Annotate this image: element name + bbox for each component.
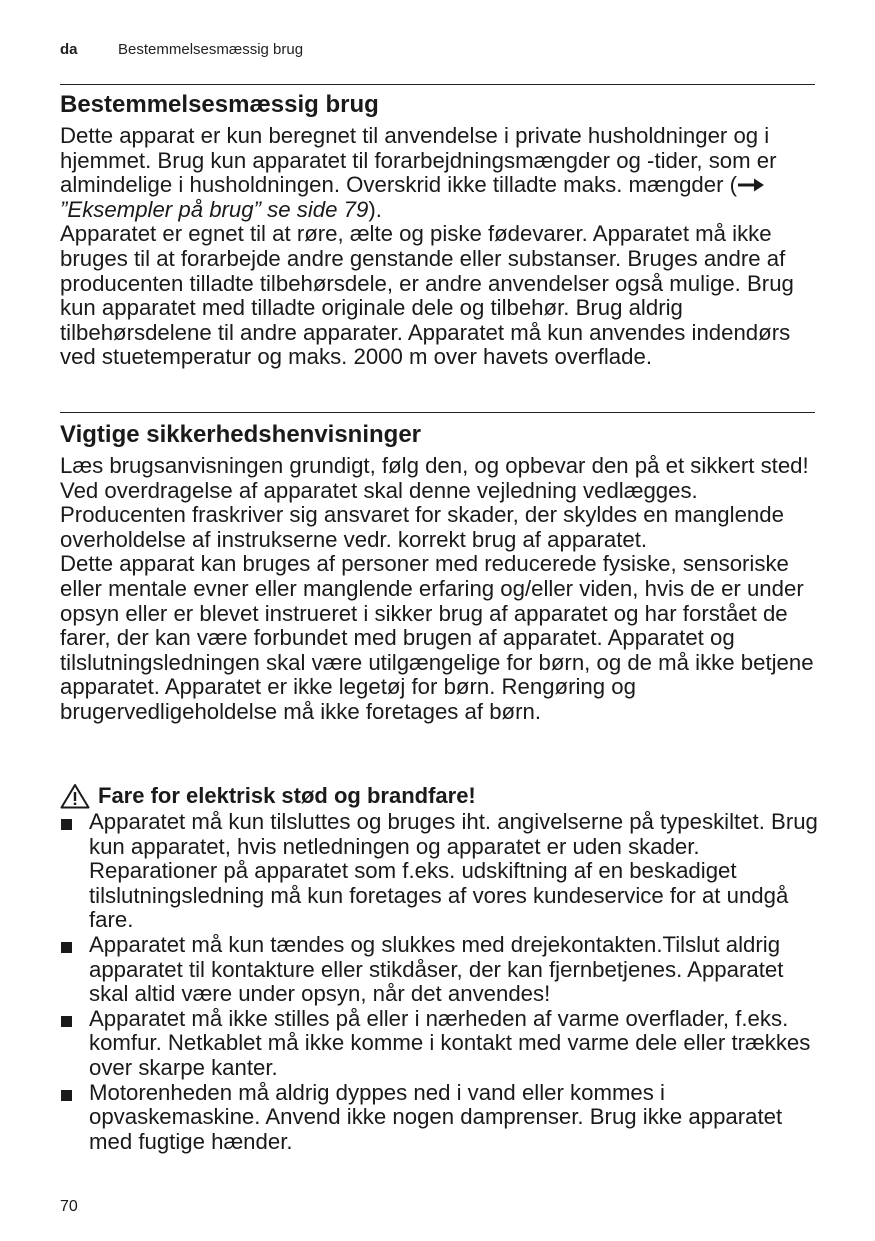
bullet-square-icon xyxy=(61,1090,72,1101)
section-divider xyxy=(60,412,815,413)
safety-body xyxy=(60,454,820,725)
list-item: Motorenheden må aldrig dyppes ned i vand eller kommes i opvaskemaskine. Anvend ikke nogen damprenser. Brug ikke apparatet med fugtige hænder. xyxy=(60,1081,820,1155)
warning-text: Fare for elektrisk stød og brandfare! xyxy=(98,783,476,808)
page-number: 70 xyxy=(60,1198,78,1215)
section-title-intended-use: Bestemmelsesmæssig brug xyxy=(60,91,379,118)
language-code: da xyxy=(60,41,78,58)
safety-paragraph-1: Læs brugsanvisningen grundigt, følg den, og opbevar den på et sikkert sted! Ved overdragelse af apparatet skal denne vejledning vedlægges. Producenten fraskriver sig ansvaret for skader, der skyldes en manglende overholdelse af instrukserne vedr. korrekt brug af apparatet. xyxy=(60,453,809,552)
safety-paragraph-2: Dette apparat kan bruges af personer med reducerede fysiske, sensoriske eller mentale evner eller manglende erfaring og/eller viden, hvis de er under opsyn eller er blevet instrueret i sikker brug af apparatet og har forstået de farer, der kan være forbundet med brugen af apparatet. Apparatet og tilslutningsledningen skal være utilgængelige for børn, og de må ikke betjene apparatet. Apparatet er ikke legetøj for børn. Rengøring og brugervedligeholdelse må ikke foretages af børn. xyxy=(60,551,814,724)
warning-heading xyxy=(60,783,476,809)
list-item: Apparatet må ikke stilles på eller i nærheden af varme overflader, f.eks. komfur. Netkablet må ikke komme i kontakt med varme dele eller trækkes over skarpe kanter. xyxy=(60,1007,820,1081)
bullet-square-icon xyxy=(61,1016,72,1027)
intended-use-paragraph-2: Apparatet er egnet til at røre, ælte og piske fødevarer. Apparatet må ikke bruges til at forarbejde andre genstande eller substanser. Bruges andre af producenten tilladte tilbehørsdele, er andre anvendelser også mulige. Brug kun apparatet med tilladte originale dele og tilbehør. Brug aldrig tilbehørsdelene til andre apparater. Apparatet må kun anvendes indendørs ved stuetemperatur og maks. 2000 m over havets overflade. xyxy=(60,221,794,370)
list-item: Apparatet må kun tændes og slukkes med drejekontakten.Tilslut aldrig apparatet til kontakture eller stikdåser, der kan fjernbetjenes. Apparatet skal altid være under opsyn, når det anvendes! xyxy=(60,933,820,1007)
bullet-square-icon xyxy=(61,942,72,953)
safety-bullet-list xyxy=(60,810,820,1154)
list-item: Apparatet må kun tilsluttes og bruges iht. angivelserne på typeskiltet. Brug kun apparatet, hvis netledningen og apparatet er uden skader. Reparationer på apparatet som f.eks. udskiftning af en beskadiget tilslutningsledning må kun foretages af vores kundeservice for at undgå fare. xyxy=(60,810,820,933)
section-title-safety: Vigtige sikkerhedshenvisninger xyxy=(60,421,422,448)
arrow-right-icon xyxy=(737,177,765,193)
intended-use-paragraph-1: Dette apparat er kun beregnet til anvendelse i private husholdninger og i hjemmet. Brug kun apparatet til forarbejdningsmængder og -tider, som er almindelige i husholdningen. Overskrid ikke tilladte maks. mængder (”Eksempler på brug” se side 79). xyxy=(60,123,777,222)
warning-triangle-icon xyxy=(60,783,90,809)
intended-use-body xyxy=(60,124,820,370)
header-section-title: Bestemmelsesmæssig brug xyxy=(118,41,304,58)
bullet-square-icon xyxy=(61,819,72,830)
running-header xyxy=(60,41,303,59)
cross-reference-link[interactable]: ”Eksempler på brug” se side 79 xyxy=(60,196,369,222)
section-divider xyxy=(60,84,815,85)
